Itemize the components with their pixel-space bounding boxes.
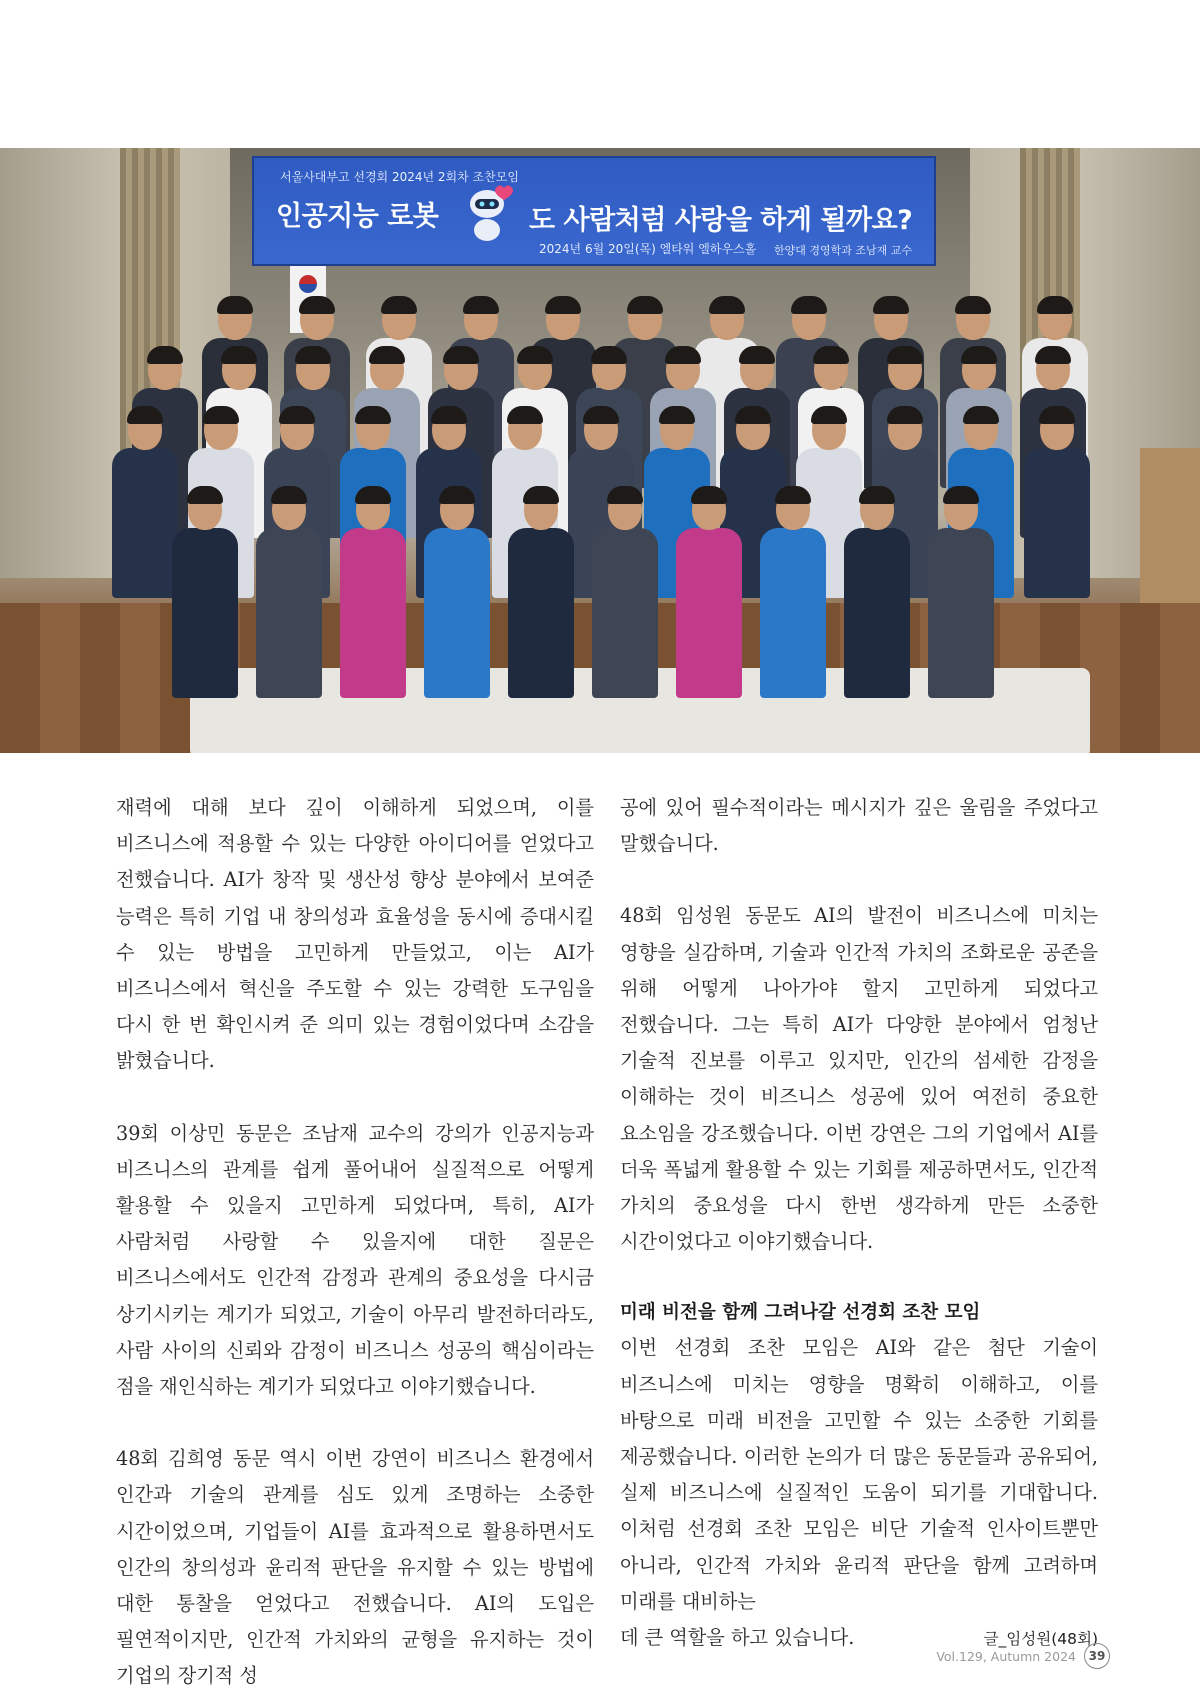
- event-banner: [252, 156, 936, 266]
- person-hair: [1035, 346, 1071, 364]
- article-right-column: [620, 790, 1098, 1657]
- person-hair: [811, 406, 847, 424]
- person-hair: [1039, 406, 1075, 424]
- article-left-column: [116, 790, 594, 1695]
- person-figure: [506, 488, 576, 748]
- person-hair: [955, 296, 991, 314]
- banner-title-left: 인공지능 로봇: [276, 201, 439, 232]
- person-hair: [221, 346, 257, 364]
- article-paragraph: 48회 김희영 동문 역시 이번 강연이 비즈니스 환경에서 인간과 기술의 관계를 심도 있게 조명하는 소중한 시간이었으며, 기업들이 AI를 효과적으로 활용하면서도 인간의 창의성과 윤리적 판단을 유지할 수 있는 방법에 대한 통찰을 얻었다고 전했습니다. AI의 도입은 필연적이지만, 인간적 가치와의 균형을 유지하는 것이 기업의 장기적 성: [116, 1447, 594, 1688]
- person-hair: [463, 296, 499, 314]
- person-figure: [674, 488, 744, 748]
- person-body: [172, 528, 238, 698]
- person-hair: [517, 346, 553, 364]
- person-hair: [439, 486, 475, 504]
- person-body: [760, 528, 826, 698]
- person-hair: [813, 346, 849, 364]
- person-figure: [842, 488, 912, 748]
- person-hair: [591, 346, 627, 364]
- article-paragraph: 39회 이상민 동문은 조남재 교수의 강의가 인공지능과 비즈니스의 관계를 쉽게 풀어내어 실질적으로 어떻게 활용할 수 있을지 고민하게 되었다며, 특히, AI가 사람처럼 사랑할 수 있을지에 대한 질문은 비즈니스에서도 인간적 감정과 관계의 중요성을 다시금 상기시키는 계기가 되었고, 기술이 아무리 발전하더라도, 사람 사이의 신뢰와 감정이 비즈니스 성공의 핵심이라는 점을 재인식하는 계기가 되었다고 이야기했습니다.: [116, 1121, 594, 1399]
- person-hair: [607, 486, 643, 504]
- person-hair: [203, 406, 239, 424]
- person-body: [1024, 448, 1090, 598]
- person-hair: [583, 406, 619, 424]
- person-hair: [381, 296, 417, 314]
- person-hair: [1037, 296, 1073, 314]
- person-hair: [147, 346, 183, 364]
- person-hair: [127, 406, 163, 424]
- person-body: [592, 528, 658, 698]
- person-hair: [523, 486, 559, 504]
- page-footer: [936, 1643, 1110, 1669]
- section-last-line: 데 큰 역할을 하고 있습니다.: [620, 1626, 855, 1650]
- person-hair: [859, 486, 895, 504]
- person-hair: [217, 296, 253, 314]
- person-hair: [691, 486, 727, 504]
- banner-title-right: 도 사람처럼 사랑을 하게 될까요?: [529, 205, 913, 236]
- person-figure: [338, 488, 408, 748]
- person-figure: [758, 488, 828, 748]
- person-figure: [1022, 408, 1092, 668]
- article-paragraph: 48회 임성원 동문도 AI의 발전이 비즈니스에 미치는 영향을 실감하며, 기술과 인간적 가치의 조화로운 공존을 위해 어떻게 나아가야 할지 고민하게 되었다고 전했습니다. 그는 특히 AI가 다양한 분야에서 엄청난 기술적 진보를 이루고 있지만, 인간의 섬세한 감정을 이해하는 것이 비즈니스 성공에 있어 여전히 중요한 요소임을 강조했습니다. 이번 강연은 그의 기업에서 AI를 더욱 폭넓게 활용할 수 있는 기회를 제공하면서도, 인간적 가치의 중요성을 다시 한번 생각하게 만든 소중한 시간이었다고 이야기했습니다.: [620, 904, 1098, 1254]
- person-hair: [271, 486, 307, 504]
- page-number: 39: [1084, 1643, 1110, 1669]
- person-hair: [443, 346, 479, 364]
- byline: 글_임성원(48회): [983, 1630, 1098, 1649]
- banner-speaker: 한양대 경영학과 조남재 교수: [774, 244, 913, 257]
- person-figure: [926, 488, 996, 748]
- section-body: 이번 선경회 조찬 모임은 AI와 같은 첨단 기술이 비즈니스에 미치는 영향을 명확히 이해하고, 이를 바탕으로 미래 비전을 고민할 수 있는 소중한 기회를 제공했습니다. 이러한 논의가 더 많은 동문들과 공유되어, 실제 비즈니스에 실질적인 도움이 되기를 기대합니다. 이처럼 선경회 조찬 모임은 비단 기술적 인사이트뿐만 아니라, 인간적 가치와 윤리적 판단을 함께 고려하며 미래를 대비하는: [620, 1336, 1098, 1613]
- person-figure: [170, 488, 240, 748]
- article-paragraph: 공에 있어 필수적이라는 메시지가 깊은 울림을 주었다고 말했습니다.: [620, 796, 1098, 856]
- banner-top-text: 서울사대부고 선경회 2024년 2회차 조찬모임: [280, 170, 519, 184]
- person-body: [928, 528, 994, 698]
- person-body: [676, 528, 742, 698]
- group-of-people: [90, 268, 1120, 738]
- person-body: [256, 528, 322, 698]
- person-hair: [545, 296, 581, 314]
- person-body: [340, 528, 406, 698]
- person-hair: [963, 406, 999, 424]
- person-hair: [735, 406, 771, 424]
- group-photo: [0, 148, 1200, 753]
- person-body: [112, 448, 178, 598]
- person-hair: [187, 486, 223, 504]
- person-hair: [659, 406, 695, 424]
- person-hair: [431, 406, 467, 424]
- person-hair: [627, 296, 663, 314]
- person-hair: [791, 296, 827, 314]
- person-hair: [887, 406, 923, 424]
- banner-date-venue: 2024년 6월 20일(목) 엘타워 엘하우스홀: [539, 242, 757, 256]
- robot-icon: [454, 180, 520, 246]
- person-hair: [355, 406, 391, 424]
- person-hair: [665, 346, 701, 364]
- person-hair: [887, 346, 923, 364]
- person-hair: [507, 406, 543, 424]
- person-hair: [943, 486, 979, 504]
- person-hair: [775, 486, 811, 504]
- person-hair: [369, 346, 405, 364]
- section-heading: 미래 비전을 함께 그려나갈 선경회 조찬 모임: [620, 1302, 981, 1324]
- person-body: [844, 528, 910, 698]
- person-body: [508, 528, 574, 698]
- issue-info: Vol.129, Autumn 2024: [936, 1648, 1076, 1664]
- person-hair: [873, 296, 909, 314]
- person-figure: [254, 488, 324, 748]
- person-hair: [961, 346, 997, 364]
- person-hair: [295, 346, 331, 364]
- person-hair: [299, 296, 335, 314]
- person-hair: [709, 296, 745, 314]
- person-figure: [422, 488, 492, 748]
- person-hair: [279, 406, 315, 424]
- person-hair: [739, 346, 775, 364]
- person-hair: [355, 486, 391, 504]
- person-figure: [590, 488, 660, 748]
- person-body: [424, 528, 490, 698]
- article-paragraph: 재력에 대해 보다 깊이 이해하게 되었으며, 이를 비즈니스에 적용할 수 있는 다양한 아이디어를 얻었다고 전했습니다. AI가 창작 및 생산성 향상 분야에서 보여준 능력은 특히 기업 내 창의성과 효율성을 동시에 증대시킬 수 있는 방법을 고민하게 만들었고, 이는 AI가 비즈니스에서 혁신을 주도할 수 있는 강력한 도구임을 다시 한 번 확인시켜 준 의미 있는 경험이었다며 소감을 밝혔습니다.: [116, 796, 594, 1073]
